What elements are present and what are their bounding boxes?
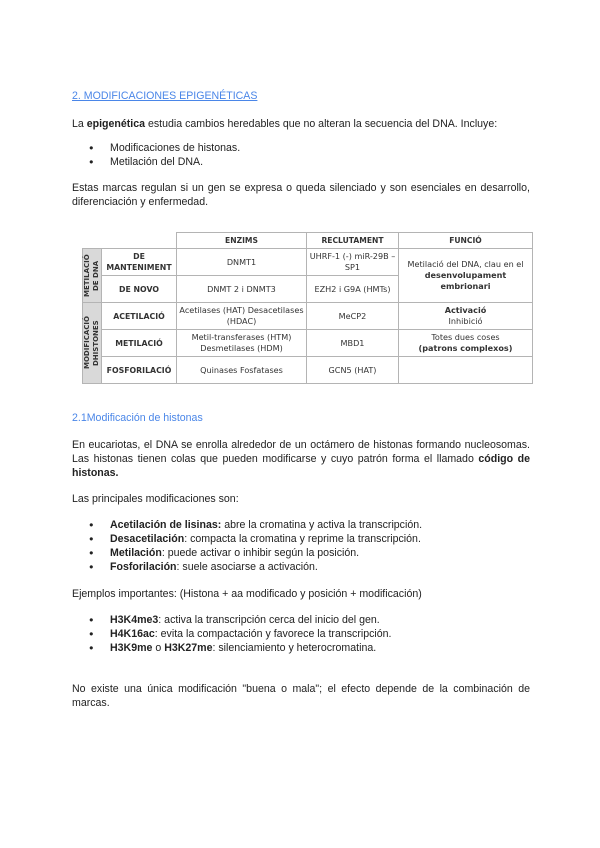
intro-bold-term: epigenética — [86, 118, 146, 130]
mods-list — [72, 518, 530, 574]
cell-reclutament: GCN5 (HAT) — [307, 357, 399, 384]
histone-code-term: código de histonas. — [72, 453, 530, 479]
intro-paragraph: La epigenética estudia cambios heredables que no alteran la secuencia del DNA. Incluye: — [72, 118, 498, 130]
cell-reclutament: UHRF-1 (-) miR-29B – SP1 — [307, 249, 399, 276]
row-label-manteniment: DE MANTENIMENT — [102, 249, 177, 276]
cell-enzims: DNMT1 — [177, 249, 307, 276]
row-label-fosforilacio: FOSFORILACIÓ — [102, 357, 177, 384]
col-header-funcio: FUNCIÓ — [399, 233, 533, 249]
list-item: ● Modificaciones de histonas. — [72, 141, 530, 155]
marks-paragraph: Estas marcas regulan si un gen se expresa o queda silenciado y son esenciales en desarrollo, diferenciación y enfermedad. — [72, 182, 530, 208]
col-header-enzims: ENZIMS — [177, 233, 307, 249]
intro-list — [72, 141, 530, 169]
group-histone-modification: MODIFICACIÓ DHISTONES — [83, 303, 102, 384]
list-item: ● Acetilación de lisinas: abre la cromatina y activa la transcripción. — [72, 518, 530, 532]
epigenetics-table — [82, 232, 533, 384]
cell-funcio-metilacio: Totes dues coses (patrons complexos) — [399, 330, 533, 357]
list-item: ● Desacetilación: compacta la cromatina y reprime la transcripción. — [72, 532, 530, 546]
row-label-metilacio: METILACIÓ — [102, 330, 177, 357]
list-item: ● H3K9me o H3K27me: silenciamiento y heterocromatina. — [72, 641, 530, 655]
list-item: ● Fosforilación: suele asociarse a activación. — [72, 560, 530, 574]
subsection-title: 2.1Modificación de histonas — [72, 412, 203, 424]
list-item: ● H4K16ac: evita la compactación y favorece la transcripción. — [72, 627, 530, 641]
cell-enzims: Acetilases (HAT) Desacetilases (HDAC) — [177, 303, 307, 330]
row-label-de-novo: DE NOVO — [102, 276, 177, 303]
col-header-reclutament: RECLUTAMENT — [307, 233, 399, 249]
list-item: ● H3K4me3: activa la transcripción cerca del inicio del gen. — [72, 613, 530, 627]
row-label-acetilacio: ACETILACIÓ — [102, 303, 177, 330]
group-dna-methylation: METILACIÓ DE DNA — [83, 249, 102, 303]
cell-reclutament: MBD1 — [307, 330, 399, 357]
histone-paragraph: En eucariotas, el DNA se enrolla alrededor de un octámero de histonas formando nucleosomas. Las histonas tienen colas que pueden modificarse y cuyo patrón forma el llamado código de histonas. — [72, 439, 530, 479]
list-item: ● Metilación del DNA. — [72, 155, 530, 169]
cell-reclutament: MeCP2 — [307, 303, 399, 330]
list-item: ● Metilación: puede activar o inhibir según la posición. — [72, 546, 530, 560]
examples-intro: Ejemplos importantes: (Histona + aa modificado y posición + modificación) — [72, 588, 422, 600]
cell-funcio-acetilacio: Activació Inhibició — [399, 303, 533, 330]
cell-enzims: DNMT 2 i DNMT3 — [177, 276, 307, 303]
cell-funcio-dna: Metilació del DNA, clau en el desenvolupament embrionari — [399, 249, 533, 303]
cell-funcio-empty — [399, 357, 533, 384]
main-mods-intro: Las principales modificaciones son: — [72, 493, 239, 505]
cell-reclutament: EZH2 i G9A (HMTs) — [307, 276, 399, 303]
conclusion-paragraph: No existe una única modificación "buena o mala"; el efecto depende de la combinación de marcas. — [72, 683, 530, 709]
table-corner — [83, 233, 177, 249]
cell-enzims: Metil-transferases (HTM) Desmetilases (HDM) — [177, 330, 307, 357]
examples-list — [72, 613, 530, 655]
cell-enzims: Quinases Fosfatases — [177, 357, 307, 384]
section-title: 2. MODIFICACIONES EPIGENÉTICAS — [72, 90, 258, 102]
